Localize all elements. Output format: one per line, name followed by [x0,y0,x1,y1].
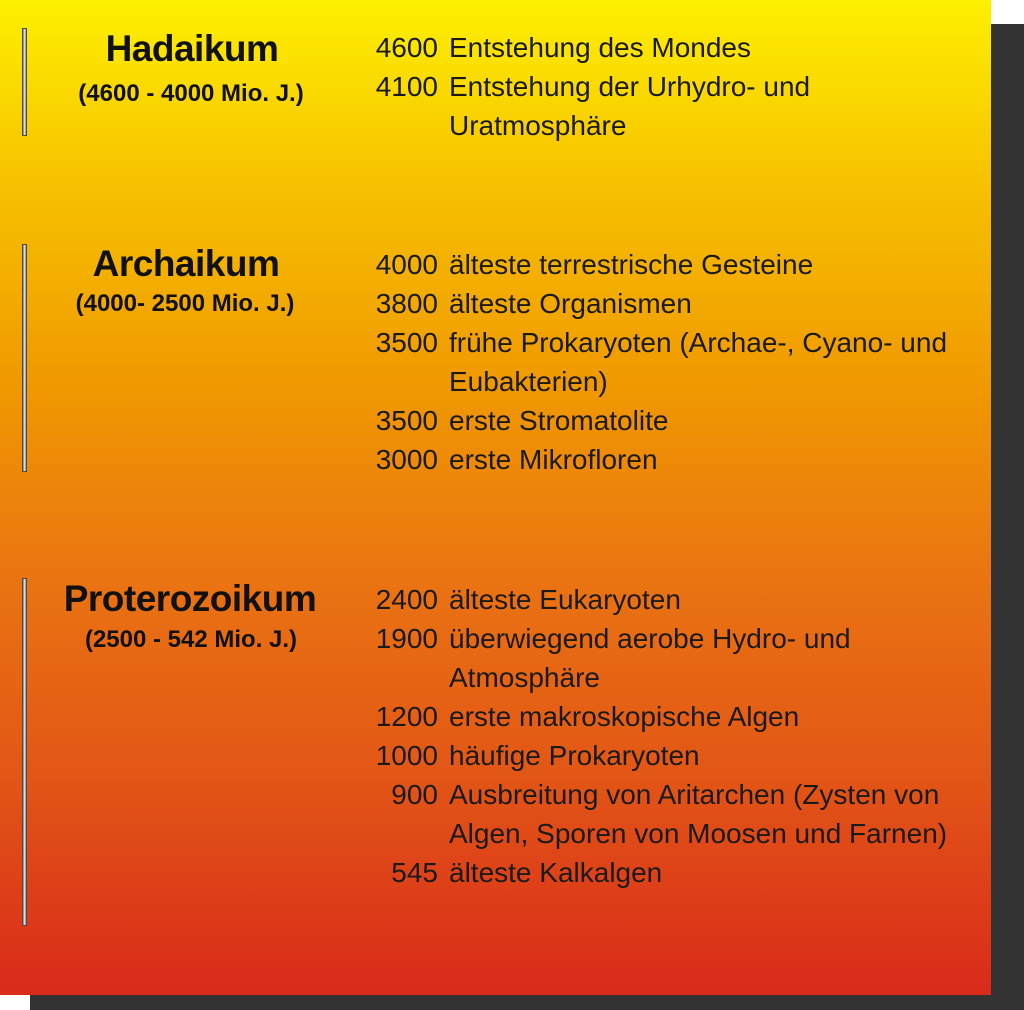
event-item [366,580,986,619]
event-text: Entstehung des Mondes [449,32,751,63]
event-item [366,440,986,479]
event-text: überwiegend aerobe Hydro- und Atmosphäre [449,623,851,693]
era-title-proterozoikum: Proterozoikum [63,578,317,619]
era-range-hadaikum: (4600 - 4000 Mio. J.) [78,80,304,107]
event-text: älteste terrestrische Gesteine [449,249,814,280]
event-item [366,323,986,401]
event-year: 4000 [375,249,438,280]
event-text: erste Mikrofloren [449,444,658,475]
event-item [366,28,986,67]
event-text: frühe Prokaryoten (Archae-, Cyano- und Eubakterien) [449,327,948,397]
event-item [366,284,986,323]
event-item [366,401,986,440]
event-item [366,245,986,284]
event-year: 3000 [375,444,438,475]
era-title-archaikum: Archaikum [92,243,280,284]
event-text: älteste Eukaryoten [449,584,681,615]
event-year: 4100 [375,71,438,102]
event-item [366,775,986,853]
event-year: 1200 [375,701,438,732]
event-text: erste Stromatolite [449,405,669,436]
event-year: 900 [391,779,438,810]
event-year: 1900 [375,623,438,654]
event-list-proterozoikum [366,580,986,892]
event-item [366,853,986,892]
era-title-hadaikum: Hadaikum [105,28,279,69]
event-item [366,619,986,697]
event-item [366,736,986,775]
era-range-proterozoikum: (2500 - 542 Mio. J.) [84,626,298,653]
event-text: Entstehung der Urhydro- und Uratmosphäre [449,71,811,141]
event-year: 545 [391,857,438,888]
event-year: 3500 [375,405,438,436]
event-item [366,67,986,145]
event-text: älteste Kalkalgen [449,857,663,888]
era-range-archaikum: (4000- 2500 Mio. J.) [75,290,295,317]
event-year: 4600 [375,32,438,63]
event-list-hadaikum [366,28,986,145]
event-text: Ausbreitung von Aritarchen (Zysten von Algen, Sporen von Moosen und Farnen) [449,779,948,849]
event-text: erste makroskopische Algen [449,701,800,732]
event-text: älteste Organismen [449,288,692,319]
event-text: häufige Prokaryoten [449,740,700,771]
event-year: 1000 [375,740,438,771]
event-year: 3500 [375,327,438,358]
event-list-archaikum [366,245,986,479]
event-year: 2400 [375,584,438,615]
event-year: 3800 [375,288,438,319]
event-item [366,697,986,736]
